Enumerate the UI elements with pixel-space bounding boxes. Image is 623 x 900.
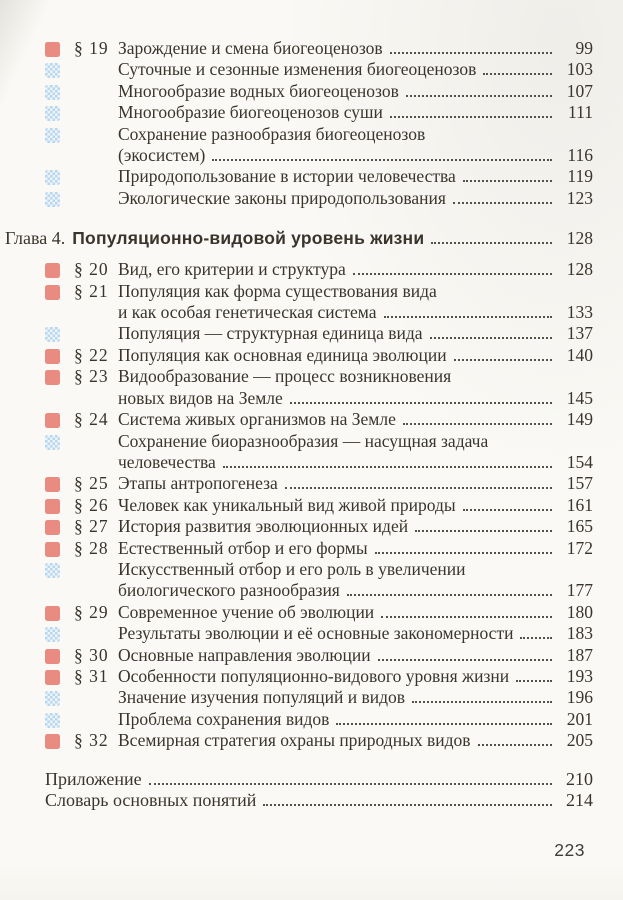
- entry-line: [45, 769, 593, 791]
- entry-page-number: 172: [566, 537, 593, 558]
- toc-entry: [45, 259, 593, 280]
- toc-entry: [45, 538, 593, 559]
- entry-line: [118, 687, 593, 708]
- entry-title: Значение изучения популяций и видов: [118, 687, 406, 708]
- entry-body: [118, 409, 593, 430]
- toc-entry: [45, 730, 593, 751]
- marker-cell: [45, 409, 74, 428]
- entry-body: [118, 281, 593, 324]
- blue-square-marker-icon: [45, 106, 60, 121]
- red-square-marker-icon: [45, 606, 60, 621]
- paragraph-label: § 29: [74, 601, 109, 622]
- entry-title: Популяция как форма существования вида: [118, 280, 437, 301]
- entry-body: [118, 645, 593, 666]
- entry-page-number: 128: [566, 259, 593, 280]
- entry-line: [118, 38, 593, 59]
- marker-cell: [45, 473, 74, 492]
- marker-cell: [45, 124, 74, 143]
- marker-cell: [45, 188, 74, 207]
- entry-body: [118, 709, 593, 730]
- entry-line: [118, 124, 593, 145]
- dot-leader: [415, 530, 552, 532]
- entry-line: [118, 366, 593, 387]
- entry-page-number: 107: [566, 80, 593, 101]
- entry-page-number: 99: [575, 38, 593, 58]
- red-square-marker-icon: [45, 285, 60, 300]
- entry-line: [118, 431, 593, 452]
- toc-section-chapter4-entries: [45, 259, 593, 751]
- marker-cell: [45, 687, 74, 706]
- marker-cell: [45, 538, 74, 557]
- entry-title: Популяция — структурная единица вида: [118, 323, 423, 344]
- toc-entry: [45, 645, 593, 666]
- entry-page-number: 187: [566, 644, 593, 665]
- toc-entry: [45, 666, 593, 687]
- dot-leader: [212, 159, 552, 161]
- blue-square-marker-icon: [45, 128, 60, 143]
- entry-body: [118, 623, 593, 644]
- entry-page-number: 201: [566, 708, 593, 729]
- blue-square-marker-icon: [45, 63, 60, 78]
- entry-page-number: 161: [566, 494, 593, 515]
- entry-line: [118, 602, 593, 623]
- entry-body: [118, 559, 593, 602]
- marker-cell: [45, 345, 74, 364]
- entry-body: [118, 38, 593, 59]
- entry-page-number: 196: [566, 687, 593, 708]
- red-square-marker-icon: [45, 670, 60, 685]
- entry-body: [118, 666, 593, 687]
- entry-body: [118, 473, 593, 494]
- toc-entry: [45, 59, 593, 80]
- entry-page-number: 154: [566, 451, 593, 472]
- entry-body: [118, 495, 593, 516]
- blue-square-marker-icon: [45, 627, 60, 642]
- marker-cell: [45, 666, 74, 685]
- entry-title: Основные направления эволюции: [118, 644, 371, 665]
- dot-leader: [412, 701, 552, 703]
- entry-body: [118, 81, 593, 102]
- entry-page-number: 145: [566, 387, 593, 408]
- blue-square-marker-icon: [45, 435, 60, 450]
- entry-line: [118, 345, 593, 366]
- entry-line: [118, 323, 593, 344]
- paragraph-label: § 32: [74, 730, 109, 751]
- entry-body: [118, 166, 593, 187]
- toc-back-matter: [45, 769, 593, 813]
- blue-square-marker-icon: [45, 691, 60, 706]
- dot-leader: [384, 316, 552, 318]
- toc-entry: [45, 769, 593, 791]
- entry-title: Многообразие водных биогеоценозов: [118, 80, 399, 101]
- dot-leader: [453, 202, 552, 204]
- entry-page-number: 149: [566, 409, 593, 430]
- chapter-number-label: Глава 4.: [5, 228, 66, 249]
- paragraph-label: § 22: [74, 344, 109, 365]
- toc-entry: [45, 709, 593, 730]
- entry-body: [118, 730, 593, 751]
- toc-entry: [45, 166, 593, 187]
- entry-title: и как особая генетическая система: [118, 302, 377, 323]
- entry-title: Экологические законы природопользования: [118, 187, 446, 208]
- entry-title: Многообразие биогеоценозов суши: [118, 102, 383, 123]
- entry-page-number: 133: [566, 302, 593, 323]
- entry-line: [118, 145, 593, 166]
- red-square-marker-icon: [45, 263, 60, 278]
- marker-cell: [45, 281, 74, 300]
- entry-line: [118, 388, 593, 409]
- entry-body: [118, 602, 593, 623]
- entry-title: Современное учение об эволюции: [118, 601, 375, 622]
- red-square-marker-icon: [45, 734, 60, 749]
- entry-page-number: 119: [567, 166, 593, 187]
- dot-leader: [290, 402, 552, 404]
- entry-title: Зарождение и смена биогеоценозов: [118, 38, 383, 58]
- toc-entry: [45, 188, 593, 209]
- marker-cell: [45, 366, 74, 385]
- entry-title: Этапы антропогенеза: [118, 473, 278, 494]
- entry-title: Суточные и сезонные изменения биогеоценозов: [118, 59, 477, 80]
- entry-line: [118, 559, 593, 580]
- blue-square-marker-icon: [45, 713, 60, 728]
- entry-body: [118, 538, 593, 559]
- entry-title: биологического разнообразия: [118, 580, 340, 601]
- entry-page-number: 123: [566, 187, 593, 208]
- chapter-page-number: 128: [566, 228, 593, 249]
- marker-cell: [45, 602, 74, 621]
- marker-cell: [45, 730, 74, 749]
- blue-square-marker-icon: [45, 85, 60, 100]
- paragraph-label: § 30: [74, 644, 109, 665]
- entry-body: [118, 102, 593, 123]
- entry-body: [118, 188, 593, 209]
- toc-entry: [45, 409, 593, 430]
- red-square-marker-icon: [45, 370, 60, 385]
- entry-line: [118, 730, 593, 751]
- paragraph-label: § 23: [74, 366, 109, 387]
- entry-title: Сохранение разнообразия биогеоценозов: [118, 123, 426, 144]
- entry-line: [118, 59, 593, 80]
- entry-line: [118, 516, 593, 537]
- dot-leader: [378, 659, 552, 661]
- entry-body: [45, 790, 593, 812]
- toc-entry: [45, 102, 593, 123]
- dot-leader: [431, 242, 552, 244]
- entry-title: Естественный отбор и его формы: [118, 537, 368, 558]
- paragraph-label: § 19: [74, 38, 109, 58]
- entry-title: Результаты эволюции и её основные закономерности: [118, 623, 514, 644]
- entry-line: [118, 166, 593, 187]
- marker-cell: [45, 38, 74, 57]
- entry-title: Особенности популяционно-видового уровня жизни: [118, 665, 510, 686]
- toc-entry: [45, 602, 593, 623]
- entry-title: Всемирная стратегия охраны природных видов: [118, 730, 471, 751]
- toc-entry: [45, 516, 593, 537]
- dot-leader: [390, 116, 552, 118]
- dot-leader: [223, 466, 552, 468]
- entry-line: [118, 409, 593, 430]
- dot-leader: [347, 594, 552, 596]
- entry-title: (экосистем): [118, 145, 206, 166]
- entry-body: [118, 516, 593, 537]
- red-square-marker-icon: [45, 349, 60, 364]
- entry-body: [118, 59, 593, 80]
- toc-entry: [45, 38, 593, 59]
- dot-leader: [285, 487, 552, 489]
- dot-leader: [353, 273, 552, 275]
- entry-page-number: 210: [566, 768, 593, 789]
- entry-line: [118, 302, 593, 323]
- paragraph-label: § 25: [74, 473, 109, 494]
- entry-line: [118, 709, 593, 730]
- red-square-marker-icon: [45, 413, 60, 428]
- toc-section-before-chapter4: [45, 38, 593, 209]
- entry-title: Человек как уникальный вид живой природы: [118, 494, 456, 515]
- entry-line: [118, 580, 593, 601]
- toc-entry: [45, 345, 593, 366]
- entry-title: Приложение: [45, 768, 142, 789]
- marker-cell: [45, 431, 74, 450]
- toc-entry: [45, 323, 593, 344]
- entry-title: Сохранение биоразнообразия — насущная задача: [118, 430, 489, 451]
- toc-entry: [45, 623, 593, 644]
- entry-page-number: 140: [566, 344, 593, 365]
- entry-line: [118, 102, 593, 123]
- dot-leader: [149, 783, 552, 785]
- entry-title: Видообразование — процесс возникновения: [118, 366, 452, 387]
- entry-body: [118, 345, 593, 366]
- entry-body: [118, 431, 593, 474]
- entry-title: новых видов на Земле: [118, 387, 283, 408]
- entry-line: [118, 538, 593, 559]
- entry-page-number: 193: [566, 665, 593, 686]
- entry-page-number: 205: [566, 730, 593, 751]
- toc-entry: [45, 687, 593, 708]
- dot-leader: [381, 616, 552, 618]
- red-square-marker-icon: [45, 520, 60, 535]
- marker-cell: [45, 559, 74, 578]
- blue-square-marker-icon: [45, 170, 60, 185]
- entry-line: [118, 645, 593, 666]
- blue-square-marker-icon: [45, 192, 60, 207]
- entry-body: [45, 769, 593, 791]
- entry-page-number: 180: [566, 601, 593, 622]
- paragraph-label: § 31: [74, 665, 109, 686]
- entry-line: [118, 81, 593, 102]
- entry-line: [118, 495, 593, 516]
- entry-line: [118, 473, 593, 494]
- paragraph-label: § 20: [74, 259, 109, 280]
- entry-title: История развития эволюционных идей: [118, 516, 409, 537]
- entry-title: Искусственный отбор и его роль в увеличении: [118, 558, 466, 579]
- dot-leader: [478, 744, 553, 746]
- entry-line: [118, 452, 593, 473]
- marker-cell: [45, 81, 74, 100]
- entry-line: [118, 623, 593, 644]
- red-square-marker-icon: [45, 477, 60, 492]
- toc-entry: [45, 431, 593, 474]
- marker-cell: [45, 323, 74, 342]
- entry-page-number: 137: [566, 323, 593, 344]
- entry-line: [45, 790, 593, 812]
- blue-square-marker-icon: [45, 563, 60, 578]
- dot-leader: [406, 95, 552, 97]
- entry-page-number: 177: [566, 580, 593, 601]
- marker-cell: [45, 495, 74, 514]
- paragraph-label: § 26: [74, 494, 109, 515]
- page-number: 223: [554, 840, 585, 860]
- entry-line: [118, 666, 593, 687]
- blue-square-marker-icon: [45, 327, 60, 342]
- dot-leader: [263, 804, 552, 806]
- chapter-heading-row: [5, 228, 593, 249]
- marker-cell: [45, 645, 74, 664]
- entry-page-number: 183: [566, 623, 593, 644]
- red-square-marker-icon: [45, 42, 60, 57]
- entry-title: Словарь основных понятий: [45, 790, 257, 811]
- entry-body: [118, 323, 593, 344]
- toc-entry: [45, 81, 593, 102]
- entry-body: [118, 124, 593, 167]
- red-square-marker-icon: [45, 542, 60, 557]
- dot-leader: [430, 337, 552, 339]
- entry-page-number: 165: [566, 516, 593, 537]
- entry-line: [118, 281, 593, 302]
- entry-title: Природопользование в истории человечества: [118, 166, 456, 187]
- marker-cell: [45, 102, 74, 121]
- marker-cell: [45, 259, 74, 278]
- marker-cell: [45, 516, 74, 535]
- entry-body: [118, 259, 593, 280]
- entry-page-number: 103: [566, 59, 593, 80]
- entry-title: Вид, его критерии и структура: [118, 259, 346, 280]
- dot-leader: [403, 423, 552, 425]
- toc-entry: [45, 559, 593, 602]
- entry-title: Популяция как основная единица эволюции: [118, 344, 447, 365]
- entry-line: [118, 259, 593, 280]
- paragraph-label: § 27: [74, 516, 109, 537]
- toc-entry: [45, 473, 593, 494]
- toc-entry: [45, 790, 593, 812]
- entry-body: [118, 366, 593, 409]
- toc-entry: [45, 366, 593, 409]
- toc-entry: [45, 495, 593, 516]
- dot-leader: [520, 637, 552, 639]
- entry-title: Система живых организмов на Земле: [118, 409, 396, 430]
- toc-entry: [45, 281, 593, 324]
- entry-page-number: 116: [567, 145, 593, 166]
- marker-cell: [45, 623, 74, 642]
- entry-title: человечества: [118, 451, 216, 472]
- dot-leader: [463, 180, 552, 182]
- dot-leader: [336, 723, 552, 725]
- paragraph-label: § 21: [74, 280, 109, 301]
- dot-leader: [483, 73, 552, 75]
- marker-cell: [45, 709, 74, 728]
- marker-cell: [45, 59, 74, 78]
- paragraph-label: § 24: [74, 409, 109, 430]
- entry-title: Проблема сохранения видов: [118, 708, 330, 729]
- marker-cell: [45, 166, 74, 185]
- entry-page-number: 157: [566, 473, 593, 494]
- dot-leader: [375, 552, 552, 554]
- entry-page-number: 111: [568, 102, 593, 123]
- dot-leader: [454, 359, 552, 361]
- dot-leader: [463, 509, 552, 511]
- entry-page-number: 214: [566, 790, 593, 811]
- chapter-title: Популяционно-видовой уровень жизни: [72, 228, 425, 249]
- entry-line: [118, 188, 593, 209]
- paragraph-label: § 28: [74, 537, 109, 558]
- toc-entry: [45, 124, 593, 167]
- red-square-marker-icon: [45, 649, 60, 664]
- dot-leader: [516, 680, 552, 682]
- red-square-marker-icon: [45, 499, 60, 514]
- dot-leader: [390, 52, 552, 54]
- entry-body: [118, 687, 593, 708]
